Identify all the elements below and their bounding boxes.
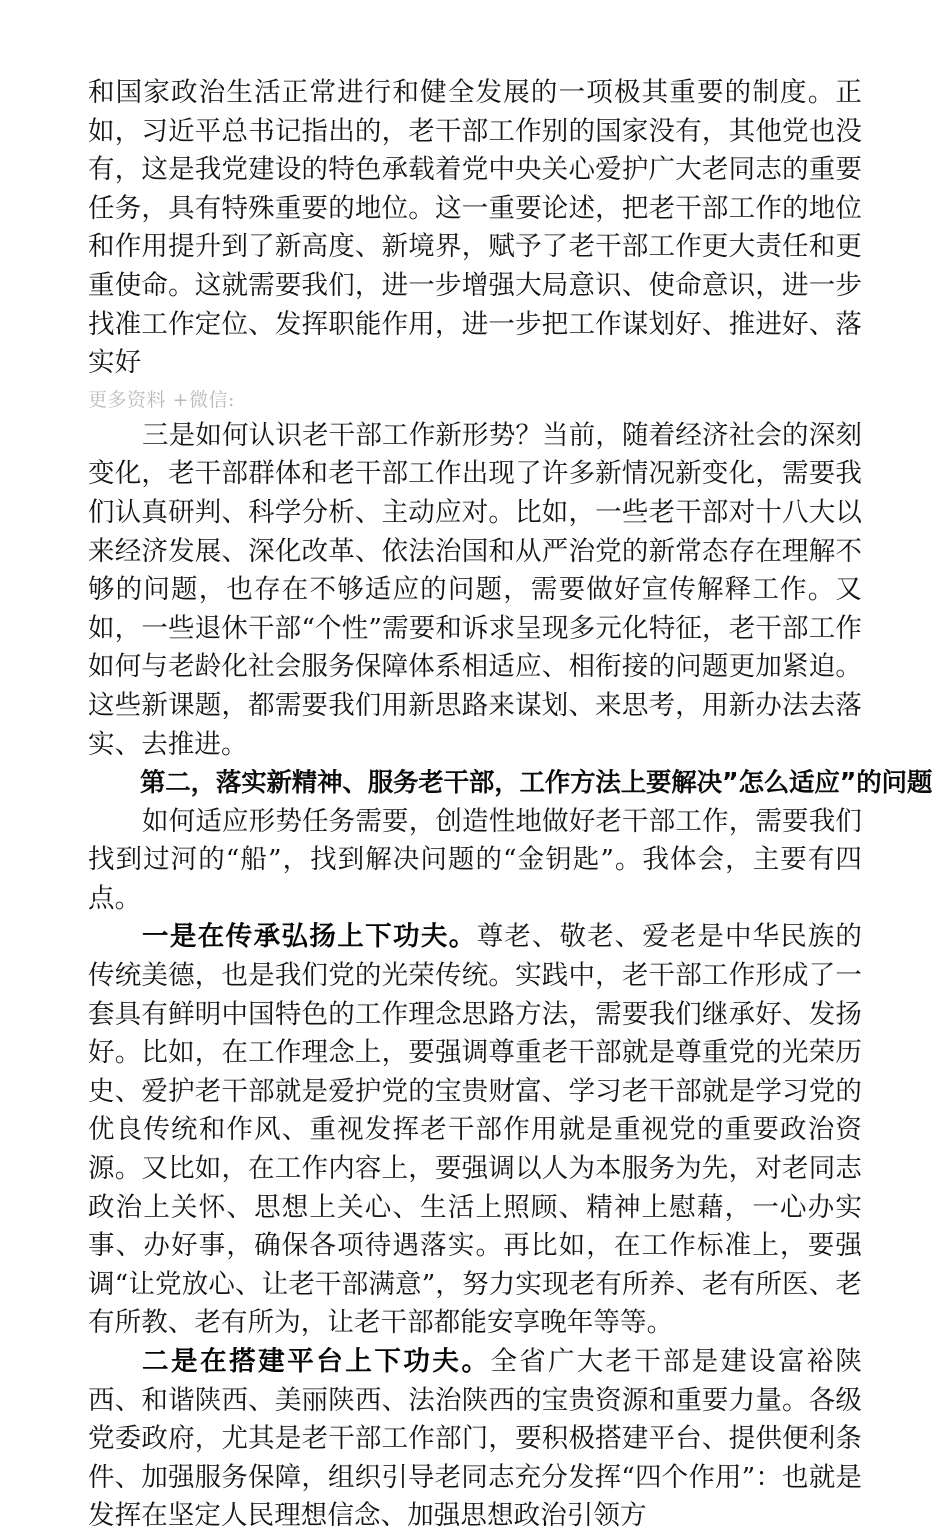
watermark-text: 更多资料 +微信: — [88, 388, 235, 411]
document-body — [88, 74, 933, 1536]
point-two-body: 全省广大老干部是建设富裕陕西、和谐陕西、美丽陕西、法治陕西的宝贵资源和重要力量。各级党委政府，尤其是老干部工作部门，要积极搭建平台、提供便利条件、加强服务保障，组织引导老同志充分发挥“四个作用”：也就是发挥在坚定人民理想信念、加强思想政治引领方 — [88, 1346, 862, 1532]
point-two-lead: 二是在搭建平台上下功夫。 — [142, 1346, 491, 1377]
paragraph-how-to-adapt: 如何适应形势任务需要，创造性地做好老干部工作，需要我们找到过河的“船”，找到解决问题的“金钥匙”。我体会，主要有四点。 — [88, 805, 862, 914]
paragraph-third-question: 三是如何认识老干部工作新形势？当前，随着经济社会的深刻变化，老干部群体和老干部工作出现了许多新情况新变化，需要我们认真研判、科学分析、主动应对。比如，一些老干部对十八大以来经济发展、深化改革、依法治国和从严治党的新常态存在理解不够的问题，也存在不够适应的问题，需要做好宣传解释工作。又如，一些退休干部“个性”需要和诉求呈现多元化特征，老干部工作如何与老龄化社会服务保障体系相适应、相衔接的问题更加紧迫。这些新课题，都需要我们用新思路来谋划、来思考，用新办法去落实、去推进。 — [88, 419, 862, 760]
paragraph-point-two — [88, 1343, 862, 1536]
heading-section-two: 第二，落实新精神、服务老干部，工作方法上要解决”怎么适应”的问题 — [140, 768, 933, 799]
paragraph-point-one — [88, 918, 862, 1343]
point-one-body: 尊老、敬老、爱老是中华民族的传统美德，也是我们党的光荣传统。实践中，老干部工作形成了一套具有鲜明中国特色的工作理念思路方法，需要我们继承好、发扬好。比如，在工作理念上，要强调尊重老干部就是尊重党的光荣历史、爱护老干部就是爱护党的宝贵财富、学习老干部就是学习党的优良传统和作风、重视发挥老干部作用就是重视党的重要政治资源。又比如，在工作内容上，要强调以人为本服务为先，对老同志政治上关怀、思想上关心、生活上照顾、精神上慰藉，一心办实事、办好事，确保各项待遇落实。再比如，在工作标准上，要强调“让党放心、让老干部满意”，努力实现老有所养、老有所医、老有所教、老有所为，让老干部都能安享晚年等等。 — [88, 921, 862, 1339]
paragraph-continuation: 和国家政治生活正常进行和健全发展的一项极其重要的制度。正如，习近平总书记指出的，老干部工作别的国家没有，其他党也没有，这是我党建设的特色承载着党中央关心爱护广大老同志的重要任务，具有特殊重要的地位。这一重要论述，把老干部工作的地位和作用提升到了新高度、新境界，赋予了老干部工作更大责任和更重使命。这就需要我们，进一步增强大局意识、使命意识，进一步找准工作定位、发挥职能作用，进一步把工作谋划好、推进好、落实好 — [88, 77, 862, 379]
point-one-lead: 一是在传承弘扬上下功夫。 — [142, 921, 477, 953]
